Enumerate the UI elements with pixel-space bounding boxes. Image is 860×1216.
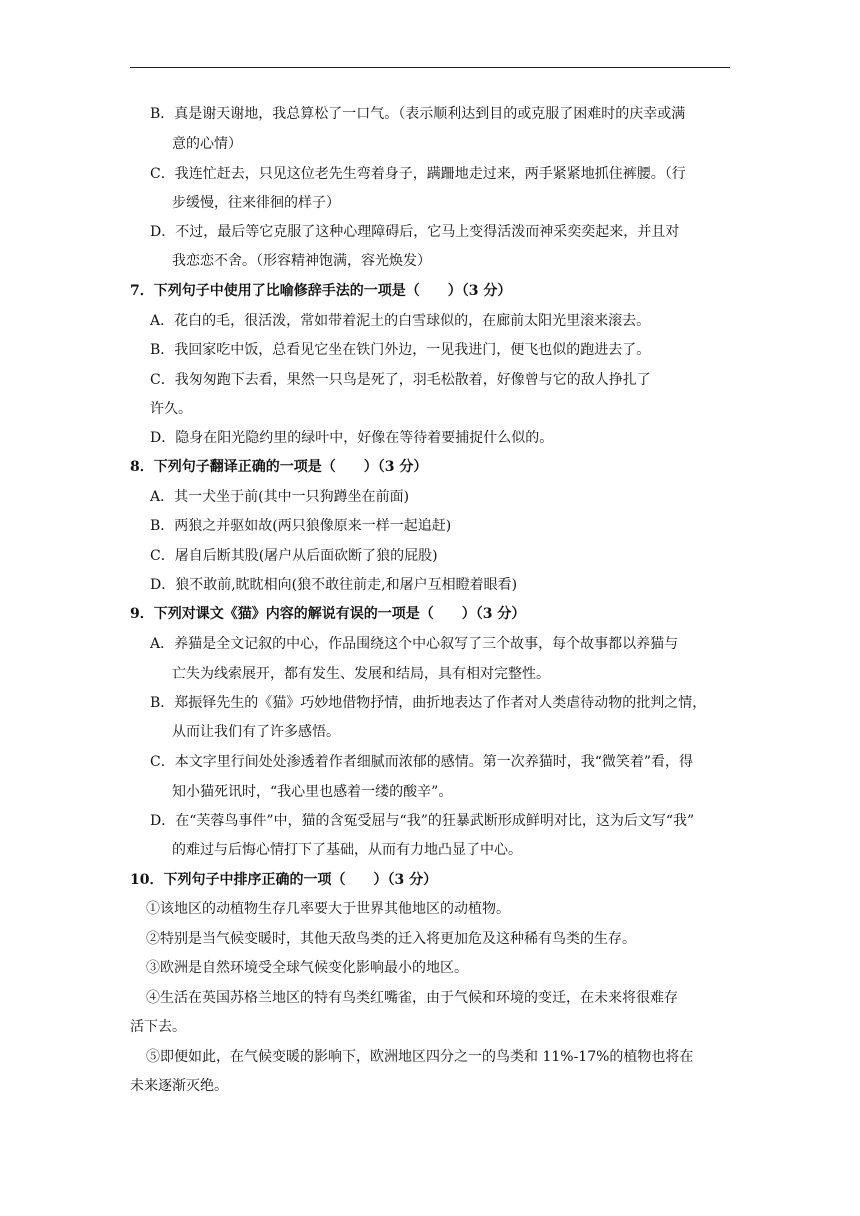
option-7b: B．我回家吃中饭，总看见它坐在铁门外边，一见我进门，便飞也似的跑进去了。 xyxy=(150,342,651,358)
option-9b-line1: B．郑振铎先生的《猫》巧妙地借物抒情，曲折地表达了作者对人类虐待动物的批判之情， xyxy=(150,695,707,711)
option-6c-line1: C．我连忙赶去，只见这位老先生弯着身子，蹒跚地走过来，两手紧紧地抓住裤腰。（行 xyxy=(150,166,686,182)
option-7a: A．花白的毛，很活泼，常如带着泥土的白雪球似的，在廊前太阳光里滚来滚去。 xyxy=(150,313,651,329)
option-6c-line2: 步缓慢，往来徘徊的样子） xyxy=(172,195,340,211)
option-9c-line2: 知小猫死讯时，“我心里也感着一缕的酸辛”。 xyxy=(172,784,453,800)
option-8d: D．狼不敢前,眈眈相向(狼不敢往前走,和屠户互相瞪着眼看) xyxy=(150,577,518,593)
sentence-1: ①该地区的动植物生存几率要大于世界其他地区的动植物。 xyxy=(146,901,510,917)
option-9a-line1: A．养猫是全文记叙的中心，作品围绕这个中心叙写了三个故事，每个故事都以养猫与 xyxy=(150,636,679,652)
option-7c-line2: 许久。 xyxy=(150,401,192,417)
question-7: 7．下列句子中使用了比喻修辞手法的一项是（ ）（3 分） xyxy=(130,283,512,299)
option-9d-line1: D．在“芙蓉鸟事件”中，猫的含冤受屈与“我”的狂暴武断形成鲜明对比，这为后文写“我” xyxy=(150,813,695,829)
sentence-5-line1: ⑤即便如此，在气候变暖的影响下，欧洲地区四分之一的鸟类和 11%-17%的植物也将在 xyxy=(146,1049,694,1065)
sentence-4-line2: 活下去。 xyxy=(130,1019,186,1035)
option-7d: D．隐身在阳光隐约里的绿叶中，好像在等待着要捕捉什么似的。 xyxy=(150,430,554,446)
option-9b-line2: 从而让我们有了许多感悟。 xyxy=(172,724,340,740)
option-9c-line1: C．本文字里行间处处渗透着作者细腻而浓郁的感情。第一次养猫时，我“微笑着”看，得 xyxy=(150,754,694,770)
option-8b: B．两狼之并驱如故(两只狼像原来一样一起追赶) xyxy=(150,518,452,534)
question-9: 9．下列对课文《猫》内容的解说有误的一项是（ ）（3 分） xyxy=(130,606,526,622)
option-8a: A．其一犬坐于前(其中一只狗蹲坐在前面) xyxy=(150,489,410,505)
option-9a-line2: 亡失为线索展开，都有发生、发展和结局，具有相对完整性。 xyxy=(172,666,550,682)
question-8: 8．下列句子翻译正确的一项是（ ）（3 分） xyxy=(130,459,428,475)
option-6d-line2: 我恋恋不舍。（形容精神饱满，容光焕发） xyxy=(172,253,431,269)
option-6d-line1: D．不过，最后等它克服了这种心理障碍后，它马上变得活泼而神采奕奕起来，并且对 xyxy=(150,224,680,240)
header-rule xyxy=(130,67,730,68)
sentence-2: ②特别是当气候变暖时，其他天敌鸟类的迁入将更加危及这种稀有鸟类的生存。 xyxy=(146,931,636,947)
option-7c-line1: C．我匆匆跑下去看，果然一只鸟是死了，羽毛松散着，好像曾与它的敌人挣扎了 xyxy=(150,372,651,388)
sentence-5-line2: 未来逐渐灭绝。 xyxy=(130,1078,228,1094)
option-6b-line2: 意的心情） xyxy=(172,136,242,152)
sentence-3: ③欧洲是自然环境受全球气候变化影响最小的地区。 xyxy=(146,960,468,976)
question-10: 10．下列句子中排序正确的一项（ ）（3 分） xyxy=(130,872,438,888)
option-9d-line2: 的难过与后悔心情打下了基础，从而有力地凸显了中心。 xyxy=(172,842,522,858)
option-6b-line1: B．真是谢天谢地，我总算松了一口气。（表示顺利达到目的或克服了困难时的庆幸或满 xyxy=(150,106,686,122)
option-8c: C．屠自后断其股(屠户从后面砍断了狼的屁股) xyxy=(150,548,438,564)
sentence-4-line1: ④生活在英国苏格兰地区的特有鸟类红嘴雀，由于气候和环境的变迁，在未来将很难存 xyxy=(146,990,678,1006)
